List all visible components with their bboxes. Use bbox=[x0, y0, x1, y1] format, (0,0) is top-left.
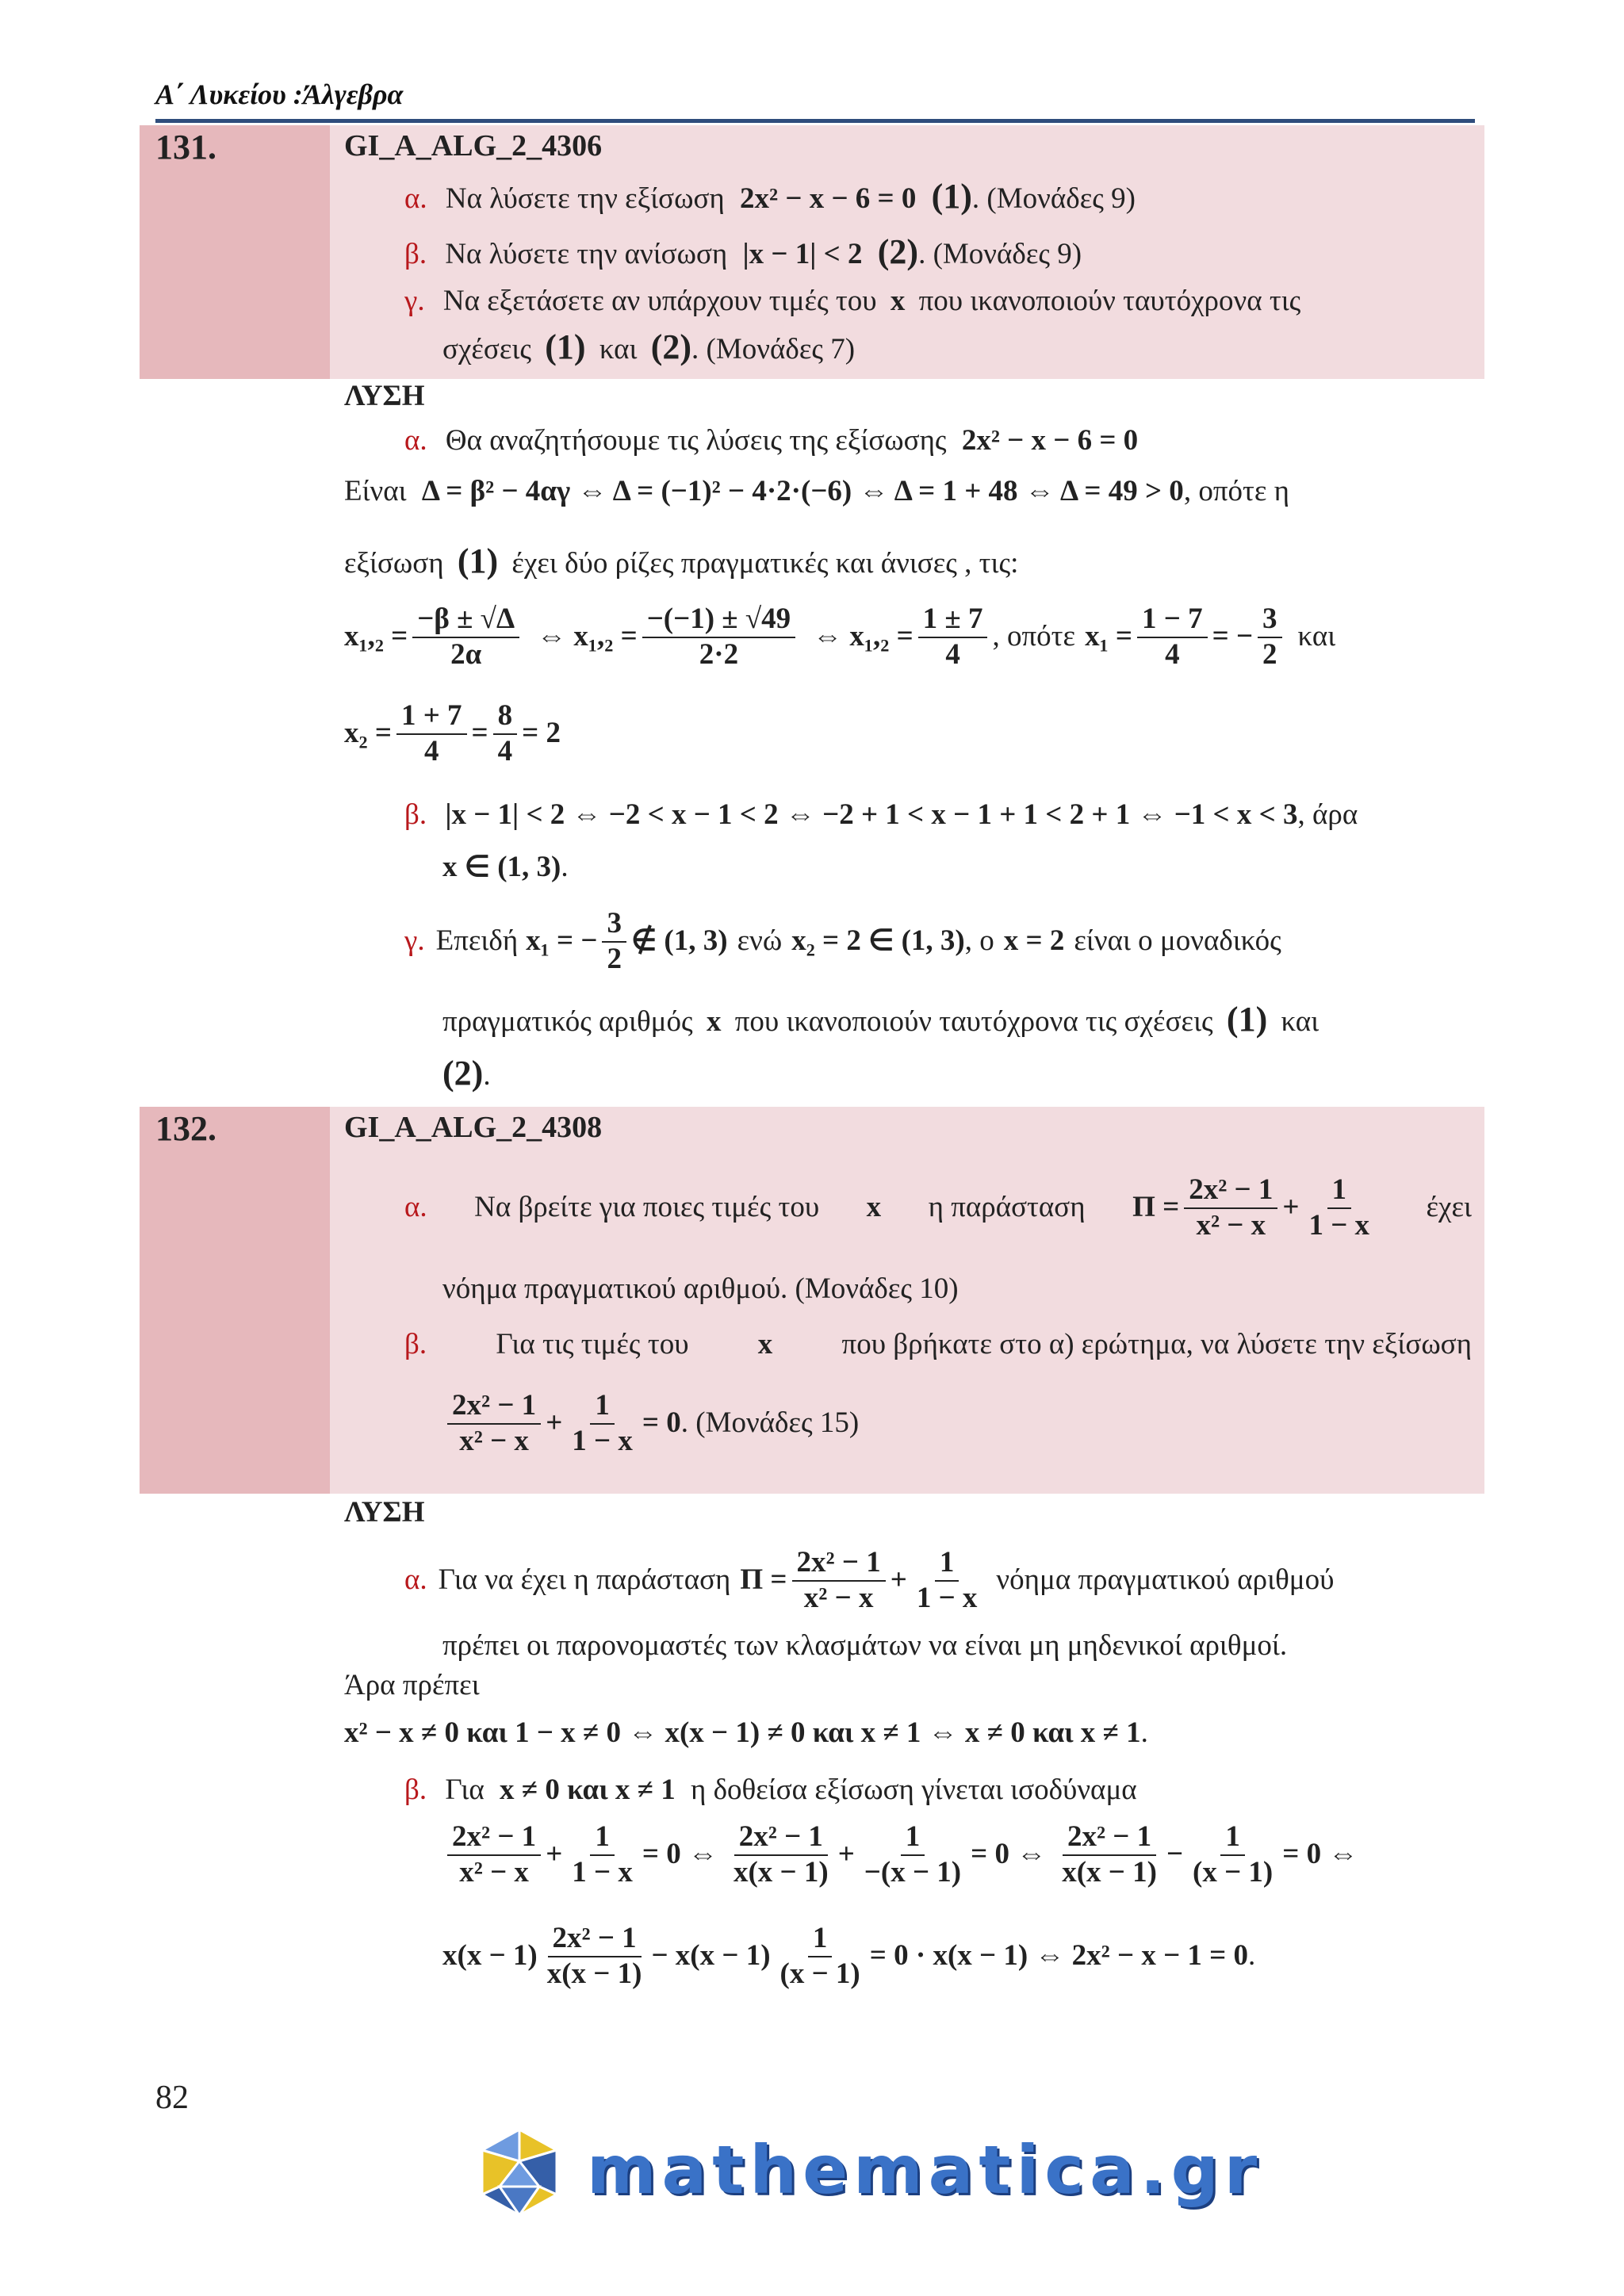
header-rule bbox=[155, 119, 1475, 123]
math-expression: = − bbox=[1212, 620, 1254, 653]
solution-a-line2: πρέπει οι παρονομαστές των κλασμάτων να είναι μη μηδενικοί αριθμοί. bbox=[442, 1629, 1288, 1662]
math-expression: = 0 · x(x − 1) ⇔ 2x² − x − 1 = 0 bbox=[869, 1939, 1249, 1973]
roots-formula-line bbox=[344, 603, 1335, 672]
task-label: γ. bbox=[404, 285, 425, 317]
fraction bbox=[1057, 1820, 1162, 1889]
solution-text: . bbox=[1248, 1939, 1256, 1973]
denominator: 1 − x bbox=[916, 1581, 978, 1614]
solution-b-line bbox=[404, 798, 1358, 832]
math-expression: x = 2 bbox=[1003, 924, 1065, 958]
denominator: 2·2 bbox=[699, 637, 739, 671]
task-text: σχέσεις bbox=[442, 333, 531, 365]
solution-b-intro bbox=[404, 1773, 1137, 1808]
fraction bbox=[1184, 1173, 1277, 1242]
solution-a-intro bbox=[404, 423, 1138, 458]
solution-text: νόημα πραγματικού αριθμού bbox=[996, 1563, 1335, 1597]
problem-code: GI_A_ALG_2_4306 bbox=[344, 129, 603, 163]
fraction bbox=[396, 699, 467, 768]
numerator: 2x² − 1 bbox=[447, 1820, 541, 1856]
task-a bbox=[404, 1173, 1472, 1242]
fraction bbox=[412, 603, 519, 672]
equation-ref: (2) bbox=[650, 327, 692, 366]
math-expression: = 2 bbox=[522, 717, 561, 750]
task-label: α. bbox=[404, 1191, 427, 1224]
math-expression: x ∈ (1, 3) bbox=[442, 851, 561, 883]
solution-text: είναι ο μοναδικός bbox=[1074, 924, 1281, 958]
solution-text: Είναι bbox=[344, 475, 407, 507]
solution-text: , ο bbox=[964, 924, 994, 958]
solution-text: Για να έχει η παράσταση bbox=[438, 1563, 731, 1597]
math-expression: − x(x − 1) bbox=[651, 1939, 771, 1973]
denominator: x(x − 1) bbox=[1062, 1855, 1157, 1888]
denominator: 2α bbox=[450, 637, 482, 671]
denominator: 4 bbox=[1165, 637, 1180, 671]
math-expression: ⇔ x₁,₂ = bbox=[537, 620, 638, 653]
solution-text: Θα αναζητήσουμε τις λύσεις της εξίσωσης bbox=[445, 424, 947, 457]
fraction bbox=[602, 907, 626, 976]
solution-text: που ικανοποιούν ταυτόχρονα τις σχέσεις bbox=[734, 1005, 1213, 1038]
fraction bbox=[447, 1820, 541, 1889]
task-text: που βρήκατε στο α) ερώτημα, να λύσετε την εξίσωση bbox=[841, 1328, 1472, 1360]
math-expression: x₂ = 2 ∈ (1, 3) bbox=[791, 924, 965, 958]
equation-chain-line2 bbox=[442, 1922, 1255, 1991]
problem-number: 132. bbox=[155, 1109, 216, 1148]
polyhedron-logo-icon bbox=[468, 2125, 571, 2220]
numerator: 3 bbox=[602, 907, 626, 943]
fraction bbox=[1137, 603, 1208, 672]
task-text: Να λύσετε την ανίσωση bbox=[445, 238, 728, 270]
task-a-line2: νόημα πραγματικού αριθμού. (Μονάδες 10) bbox=[442, 1272, 959, 1305]
math-expression: = 0 ⇔ bbox=[1282, 1838, 1358, 1871]
x2-line bbox=[344, 699, 561, 768]
fraction bbox=[792, 1546, 886, 1615]
solution-text: , άρα bbox=[1297, 798, 1358, 831]
marks-text: . (Μονάδες 15) bbox=[680, 1406, 860, 1440]
math-expression: + bbox=[546, 1406, 563, 1440]
numerator: 8 bbox=[493, 699, 518, 735]
solution-text: ενώ bbox=[737, 924, 783, 958]
fraction bbox=[567, 1389, 638, 1458]
numerator: −(−1) ± √49 bbox=[642, 603, 795, 638]
numerator: 2x² − 1 bbox=[1184, 1173, 1277, 1209]
marks-text: . (Μονάδες 9) bbox=[918, 238, 1082, 270]
denominator: x² − x bbox=[803, 1581, 874, 1614]
solution-c-line2 bbox=[442, 999, 1319, 1041]
fraction bbox=[912, 1546, 982, 1615]
solution-text: πραγματικός αριθμός bbox=[442, 1005, 693, 1038]
denominator: 2 bbox=[1262, 637, 1277, 671]
domain-condition-line bbox=[344, 1716, 1148, 1751]
solution-text: , οπότε bbox=[992, 620, 1076, 653]
math-expression: Π = bbox=[740, 1563, 787, 1597]
problem-code: GI_A_ALG_2_4308 bbox=[344, 1111, 603, 1144]
math-expression: = 0 ⇔ bbox=[642, 1838, 718, 1871]
numerator: −β ± √Δ bbox=[412, 603, 519, 638]
solution-text: και bbox=[1281, 1005, 1320, 1038]
task-label: α. bbox=[404, 1563, 427, 1597]
solution-c-line3 bbox=[442, 1053, 491, 1095]
fraction bbox=[860, 1820, 966, 1889]
task-label: β. bbox=[404, 798, 427, 831]
page-header-title: Α΄ Λυκείου :Άλγεβρα bbox=[155, 78, 404, 110]
denominator: (x − 1) bbox=[1193, 1855, 1274, 1888]
denominator: 4 bbox=[945, 637, 960, 671]
solution-text: Άρα πρέπει bbox=[344, 1669, 480, 1701]
solution-a-line1 bbox=[404, 1546, 1334, 1615]
task-b bbox=[404, 232, 1082, 274]
denominator: 1 − x bbox=[572, 1424, 633, 1457]
problem-number: 131. bbox=[155, 128, 216, 166]
problem-number-column bbox=[140, 1107, 330, 1494]
numerator: 1 bbox=[1327, 1173, 1352, 1209]
math-expression: x₁ = bbox=[1085, 620, 1133, 653]
denominator: x(x − 1) bbox=[546, 1957, 642, 1990]
solution-text: Για bbox=[445, 1774, 485, 1806]
solution-text: Επειδή bbox=[435, 924, 519, 958]
equation-ref: (1) bbox=[931, 177, 972, 216]
numerator: 2x² − 1 bbox=[792, 1546, 886, 1582]
solution-text: . bbox=[561, 851, 569, 883]
task-b-equation bbox=[442, 1389, 859, 1458]
task-text: Να βρείτε για ποιες τιμές του bbox=[474, 1191, 820, 1224]
numerator: 3 bbox=[1258, 603, 1282, 638]
task-text: και bbox=[599, 333, 638, 365]
fraction bbox=[493, 699, 518, 768]
equation-ref: (1) bbox=[1226, 1000, 1268, 1039]
task-c-line2 bbox=[442, 327, 855, 369]
fraction bbox=[447, 1389, 541, 1458]
variable-x: x bbox=[866, 1191, 882, 1224]
math-expression: Δ = β² − 4αγ ⇔ Δ = (−1)² − 4·2·(−6) ⇔ Δ = 1 + 48 ⇔ Δ = 49 > 0 bbox=[421, 475, 1184, 507]
math-expression: = 0 bbox=[642, 1406, 681, 1440]
solution-text: και bbox=[1297, 620, 1336, 653]
marks-text: . (Μονάδες 7) bbox=[691, 333, 856, 365]
numerator: 2x² − 1 bbox=[734, 1820, 828, 1856]
equation-ref: (1) bbox=[545, 327, 586, 366]
fraction bbox=[642, 603, 795, 672]
task-c-line1 bbox=[404, 284, 1300, 319]
fraction bbox=[1188, 1820, 1277, 1889]
numerator: 1 bbox=[590, 1389, 615, 1425]
math-expression: x₁,₂ = bbox=[344, 620, 408, 653]
fraction bbox=[567, 1820, 638, 1889]
denominator: x(x − 1) bbox=[733, 1855, 829, 1888]
page-number: 82 bbox=[155, 2080, 189, 2116]
numerator: 1 + 7 bbox=[396, 699, 467, 735]
denominator: (x − 1) bbox=[779, 1957, 860, 1990]
denominator: x² − x bbox=[459, 1855, 529, 1888]
roots-intro-line bbox=[344, 541, 1018, 583]
solution-text: . bbox=[1140, 1716, 1148, 1749]
denominator: x² − x bbox=[1196, 1208, 1266, 1242]
math-expression: − bbox=[1166, 1838, 1184, 1871]
math-expression: = 0 ⇔ bbox=[971, 1838, 1047, 1871]
math-expression: ∉ (1, 3) bbox=[630, 924, 728, 958]
math-expression: = bbox=[471, 717, 488, 750]
solution-text: εξίσωση bbox=[344, 547, 444, 580]
task-label: β. bbox=[404, 1774, 427, 1806]
denominator: −(x − 1) bbox=[864, 1855, 962, 1888]
solution-c-line1 bbox=[404, 907, 1281, 976]
math-expression: + bbox=[546, 1838, 563, 1871]
solution-text: . bbox=[483, 1059, 491, 1092]
numerator: 1 bbox=[935, 1546, 959, 1582]
fraction bbox=[1258, 603, 1282, 672]
math-expression: 2x² − x − 6 = 0 bbox=[740, 182, 917, 215]
math-expression: x ≠ 0 και x ≠ 1 bbox=[500, 1774, 676, 1806]
math-expression: x(x − 1) bbox=[442, 1939, 538, 1973]
math-expression: x₂ = bbox=[344, 717, 392, 750]
numerator: 1 bbox=[808, 1922, 833, 1957]
numerator: 1 − 7 bbox=[1137, 603, 1208, 638]
math-expression: |x − 1| < 2 bbox=[742, 238, 863, 270]
task-label: β. bbox=[404, 238, 427, 270]
equation-chain-line1 bbox=[442, 1820, 1358, 1889]
expression-P bbox=[1132, 1173, 1379, 1242]
denominator: 4 bbox=[423, 734, 439, 767]
numerator: 1 bbox=[901, 1820, 925, 1856]
site-logo bbox=[468, 2125, 1263, 2220]
logo-text: mathematica.gr bbox=[587, 2131, 1263, 2209]
equation-ref: (1) bbox=[457, 541, 499, 580]
task-text: που ικανοποιούν ταυτόχρονα τις bbox=[918, 285, 1301, 317]
solution-text: έχει δύο ρίζες πραγματικές και άνισες , τις: bbox=[511, 547, 1019, 580]
denominator: x² − x bbox=[459, 1424, 529, 1457]
fraction bbox=[918, 603, 988, 672]
variable-x: x bbox=[890, 285, 906, 317]
numerator: 1 ± 7 bbox=[918, 603, 988, 638]
solution-text: , οπότε η bbox=[1183, 475, 1289, 507]
task-label: α. bbox=[404, 424, 427, 457]
solution-heading: ΛΥΣΗ bbox=[344, 1496, 425, 1529]
task-text: Για τις τιμές του bbox=[496, 1328, 689, 1360]
fraction bbox=[542, 1922, 647, 1991]
numerator: 1 bbox=[1220, 1820, 1245, 1856]
expression-P bbox=[740, 1546, 986, 1615]
equation-ref: (2) bbox=[442, 1054, 484, 1093]
denominator: 2 bbox=[607, 942, 622, 975]
task-text: έχει bbox=[1426, 1191, 1472, 1224]
variable-x: x bbox=[706, 1005, 722, 1038]
math-expression: + bbox=[1282, 1191, 1300, 1224]
fraction bbox=[729, 1820, 833, 1889]
numerator: 2x² − 1 bbox=[447, 1389, 541, 1425]
task-label: β. bbox=[404, 1328, 427, 1360]
discriminant-line bbox=[344, 474, 1289, 509]
variable-x: x bbox=[757, 1328, 773, 1360]
task-label: γ. bbox=[404, 924, 425, 958]
denominator: 1 − x bbox=[572, 1855, 633, 1888]
solution-b-interval bbox=[442, 850, 569, 885]
denominator: 1 − x bbox=[1308, 1208, 1370, 1242]
marks-text: . (Μονάδες 9) bbox=[971, 182, 1136, 215]
equation-ref: (2) bbox=[877, 232, 919, 271]
task-b-line1 bbox=[404, 1327, 1472, 1362]
solution-heading: ΛΥΣΗ bbox=[344, 380, 425, 412]
math-expression: x² − x ≠ 0 και 1 − x ≠ 0 ⇔ x(x − 1) ≠ 0 και x ≠ 1 ⇔ x ≠ 0 και x ≠ 1 bbox=[344, 1716, 1141, 1749]
math-expression: Π = bbox=[1132, 1191, 1180, 1224]
numerator: 2x² − 1 bbox=[548, 1922, 642, 1957]
solution-text: η δοθείσα εξίσωση γίνεται ισοδύναμα bbox=[690, 1774, 1137, 1806]
math-expression: ⇔ x₁,₂ = bbox=[813, 620, 914, 653]
task-a bbox=[404, 176, 1136, 218]
denominator: 4 bbox=[497, 734, 513, 767]
numerator: 1 bbox=[590, 1820, 615, 1856]
fraction bbox=[1304, 1173, 1374, 1242]
task-text: Να εξετάσετε αν υπάρχουν τιμές του bbox=[442, 285, 877, 317]
math-expression: x₁ = − bbox=[526, 924, 598, 958]
task-text: η παράσταση bbox=[928, 1191, 1086, 1224]
math-expression: 2x² − x − 6 = 0 bbox=[961, 424, 1139, 457]
math-expression: + bbox=[837, 1838, 855, 1871]
task-label: α. bbox=[404, 182, 427, 215]
numerator: 2x² − 1 bbox=[1063, 1820, 1156, 1856]
fraction bbox=[776, 1922, 865, 1991]
math-expression: |x − 1| < 2 ⇔ −2 < x − 1 < 2 ⇔ −2 + 1 < x − 1 + 1 < 2 + 1 ⇔ −1 < x < 3 bbox=[445, 798, 1298, 831]
task-text: Να λύσετε την εξίσωση bbox=[445, 182, 725, 215]
math-expression: + bbox=[890, 1563, 907, 1597]
